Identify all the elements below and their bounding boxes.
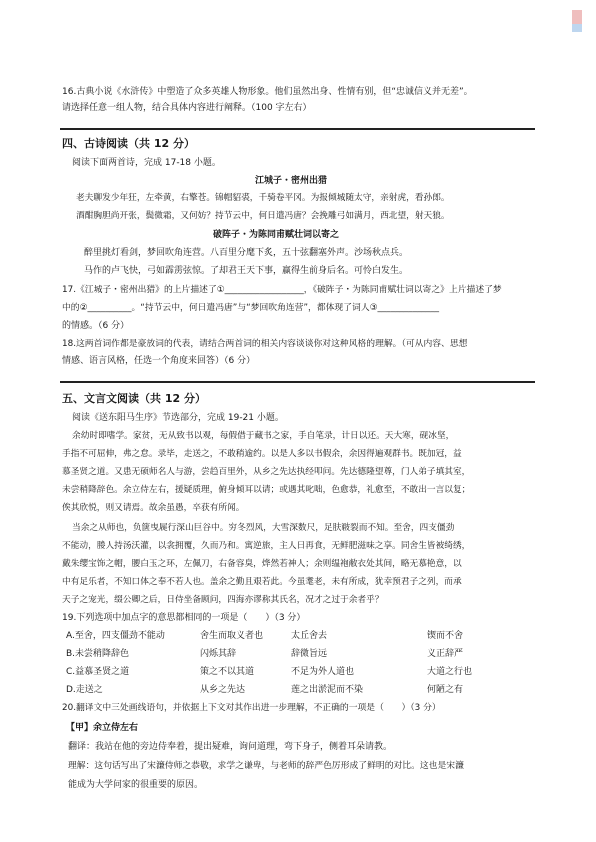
q16-line1: 16.古典小说《水浒传》中塑造了众多英雄人物形象。他们虽然出身、性情有别，但“忠诚信义并无差”。: [62, 87, 473, 97]
section4-intro: 阅读下面两首诗，完成 17-18 小题。: [72, 158, 221, 168]
section-divider: [60, 381, 535, 383]
section5-title: 五、文言文阅读（共 12 分）: [62, 392, 206, 405]
q19-option-b-item: 义正辞严: [427, 649, 464, 659]
q19-option-d: D.走送之: [66, 685, 103, 695]
q19-stem: 19.下列选项中加点字的意思都相同的一项是（ ）（3 分）: [62, 613, 306, 623]
q17-line3: 的情感。（6 分）: [62, 321, 130, 331]
section-divider: [60, 128, 535, 130]
q19-option-d-item: 从乡之先达: [200, 685, 246, 695]
passage-line: 当余之从师也，负箧曳屣行深山巨谷中。穷冬烈风，大雪深数尺，足肤皲裂而不知。至舍，四支僵劲: [72, 523, 455, 533]
passage-line: 俟其欣悦，则又请焉。故余虽愚，卒获有所闻。: [62, 503, 245, 513]
q19-option-a-item: 舍生而取义者也: [200, 631, 264, 641]
poem2-line: 马作的卢飞快，弓如霹雳弦惊。了却君王天下事，赢得生前身后名。可怜白发生。: [84, 266, 409, 276]
q19-option-a-item: 锲而不舍: [427, 631, 464, 641]
section4-title: 四、古诗阅读（共 12 分）: [62, 137, 195, 150]
passage-line: 不能动，媵人持汤沃灌，以衾拥覆，久而乃和。寓逆旅，主人日再食，无鲜肥滋味之享。同舍生皆被绮绣，: [62, 541, 471, 551]
q20-stem: 20.翻译文中三处画线语句，并依据上下文对其作出进一步理解，不正确的一项是（ ）（3 分）: [62, 703, 441, 713]
q19-option-b-item: 辞微旨远: [291, 649, 328, 659]
poem1-title: 江城子・密州出猎: [255, 176, 328, 186]
q19-option-a: A.至舍，四支僵劲不能动: [66, 631, 165, 641]
q18-line1: 18.这两首词作都是豪放词的代表，请结合两首词的相关内容谈谈你对这种风格的理解。（可从内容、思想: [62, 339, 468, 349]
corner-marker-icon: [568, 10, 586, 46]
passage-line: 慕圣贤之道。又患无硕师名人与游，尝趋百里外，从乡之先达执经叩问。先达德隆望尊，门人弟子填其室，: [62, 467, 471, 477]
q17-line2: 中的②__________。“持节云中，何日遣冯唐”与“梦回吹角连营”，都体现了词人③______________: [62, 303, 440, 313]
q19-option-c: C.益慕圣贤之道: [66, 667, 130, 677]
q19-option-c-item: 不足为外人道也: [291, 667, 355, 677]
q18-line2: 情感、语言风格，任选一个角度来回答）（6 分）: [62, 356, 256, 366]
passage-line: 天子之宠光，缀公卿之后，日侍坐备顾问，四海亦谬称其氏名，况才之过于余者乎？: [62, 595, 384, 605]
q20-translation: 翻译：我站在他的旁边侍奉着，提出疑难，询问道理，弯下身子，侧着耳朵请教。: [68, 742, 393, 752]
poem1-line: 老夫聊发少年狂，左牵黄，右擎苍。锦帽貂裘，千骑卷平冈。为报倾城随太守，亲射虎，看孙郎。: [76, 193, 450, 203]
q19-option-b: B.未尝稍降辞色: [66, 649, 130, 659]
poem1-line: 酒酣胸胆尚开张，鬓微霜，又何妨？持节云中，何日遣冯唐？会挽雕弓如满月，西北望，射天狼。: [76, 211, 450, 221]
q20-understanding-line1: 理解：这句话写出了宋濂侍师之恭敬，求学之谦卑，与老师的辞严色厉形成了鲜明的对比。这也是宋濂: [68, 761, 464, 771]
q20-understanding-line2: 能成为大学问家的很重要的原因。: [68, 780, 204, 790]
q19-option-d-item: 莲之出淤泥而不染: [291, 685, 364, 695]
q19-option-d-item: 何陋之有: [427, 685, 464, 695]
q17-line1: 17.《江城子・密州出猎》的上片描述了①__________________，《破阵子・为陈同甫赋壮词以寄之》上片描述了梦: [62, 285, 502, 295]
q19-option-a-item: 太丘舍去: [291, 631, 328, 641]
q19-option-c-item: 策之不以其道: [200, 667, 255, 677]
q19-option-b-item: 闪烁其辞: [200, 649, 237, 659]
q19-option-c-item: 大道之行也: [427, 667, 473, 677]
q16-line2: 请选择任意一组人物，结合具体内容进行阐释。（100 字左右）: [62, 103, 312, 113]
q20-item-label: 【甲】余立侍左右: [66, 723, 139, 733]
section5-intro: 阅读《送东阳马生序》节选部分，完成 19-21 小题。: [72, 413, 284, 423]
passage-line: 中有足乐者，不知口体之奉不若人也。盖余之勤且艰若此。今虽耄老，未有所成，犹幸预君子之列，而承: [62, 577, 462, 587]
passage-line: 戴朱缨宝饰之帽，腰白玉之环，左佩刀，右备容臭，烨然若神人；余则缊袍敝衣处其间，略无慕艳意，以: [62, 559, 462, 569]
poem2-title: 破阵子・为陈同甫赋壮词以寄之: [213, 230, 340, 240]
passage-line: 余幼时即嗜学。家贫，无从致书以观，每假借于藏书之家，手自笔录，计日以还。天大寒，砚冰坚，: [72, 431, 455, 441]
passage-line: 手指不可屈伸，弗之怠。录毕，走送之，不敢稍逾约。以是人多以书假余，余因得遍观群书。既加冠，益: [62, 449, 462, 459]
poem2-line: 醉里挑灯看剑，梦回吹角连营。八百里分麾下炙，五十弦翻塞外声。沙场秋点兵。: [84, 248, 409, 258]
passage-line: 未尝稍降辞色。余立侍左右，援疑质理，俯身倾耳以请；或遇其叱咄，色愈恭，礼愈至，不敢出一言以复；: [62, 485, 471, 495]
